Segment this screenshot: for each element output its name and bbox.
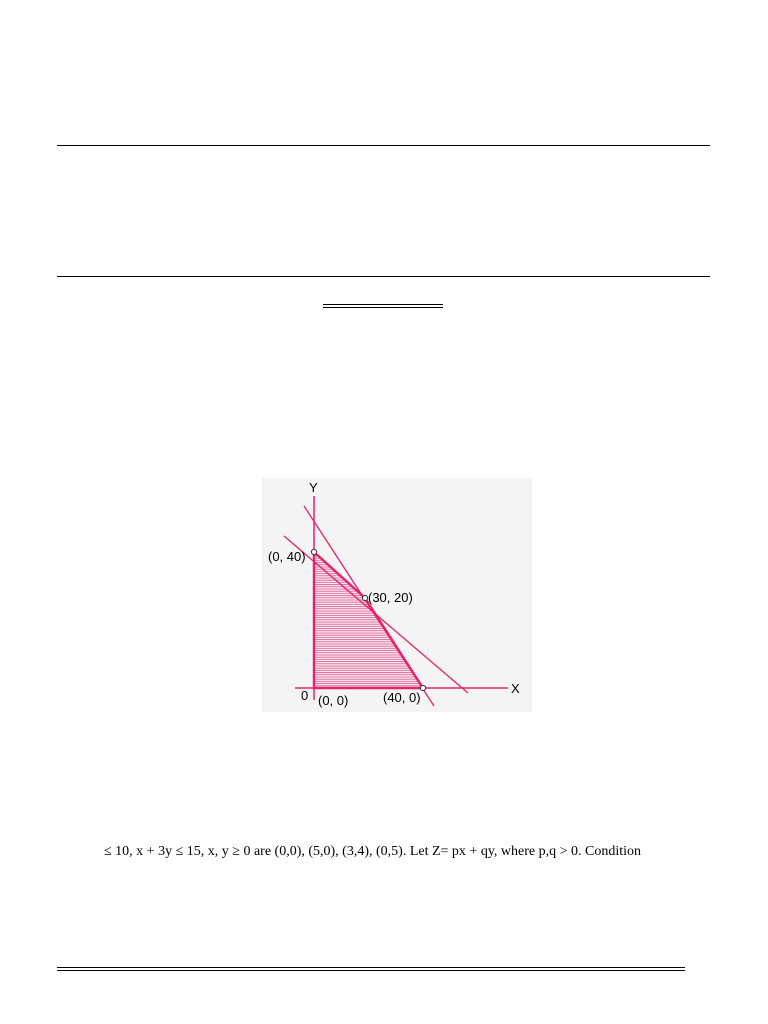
point-label-40-0: (40, 0) xyxy=(383,690,421,705)
feasible-region xyxy=(314,552,423,688)
footer-rule-bottom xyxy=(57,970,685,971)
middle-horizontal-rule xyxy=(57,276,710,277)
vertex-marker-40-0 xyxy=(420,685,425,690)
point-label-0-0: (0, 0) xyxy=(318,693,349,708)
body-text-line: ≤ 10, x + 3y ≤ 15, x, y ≥ 0 are (0,0), (5,0), (3,4), (0,5). Let Z= px + qy, where p,q > 0. Condition xyxy=(104,844,642,859)
feasible-region-figure xyxy=(262,478,532,712)
vertex-marker-30-20 xyxy=(362,595,367,600)
origin-label: 0 xyxy=(301,688,309,703)
feasible-region-graph xyxy=(262,478,532,712)
point-label-30-20: (30, 20) xyxy=(368,590,413,605)
point-label-0-40: (0, 40) xyxy=(268,549,306,564)
top-horizontal-rule xyxy=(57,145,710,146)
title-double-underline-bottom xyxy=(323,307,443,308)
x-axis-label: X xyxy=(511,681,520,696)
vertex-marker-0-40 xyxy=(311,549,316,554)
y-axis-label: Y xyxy=(309,480,318,495)
title-double-underline-top xyxy=(323,304,443,305)
footer-rule-top xyxy=(57,967,685,968)
